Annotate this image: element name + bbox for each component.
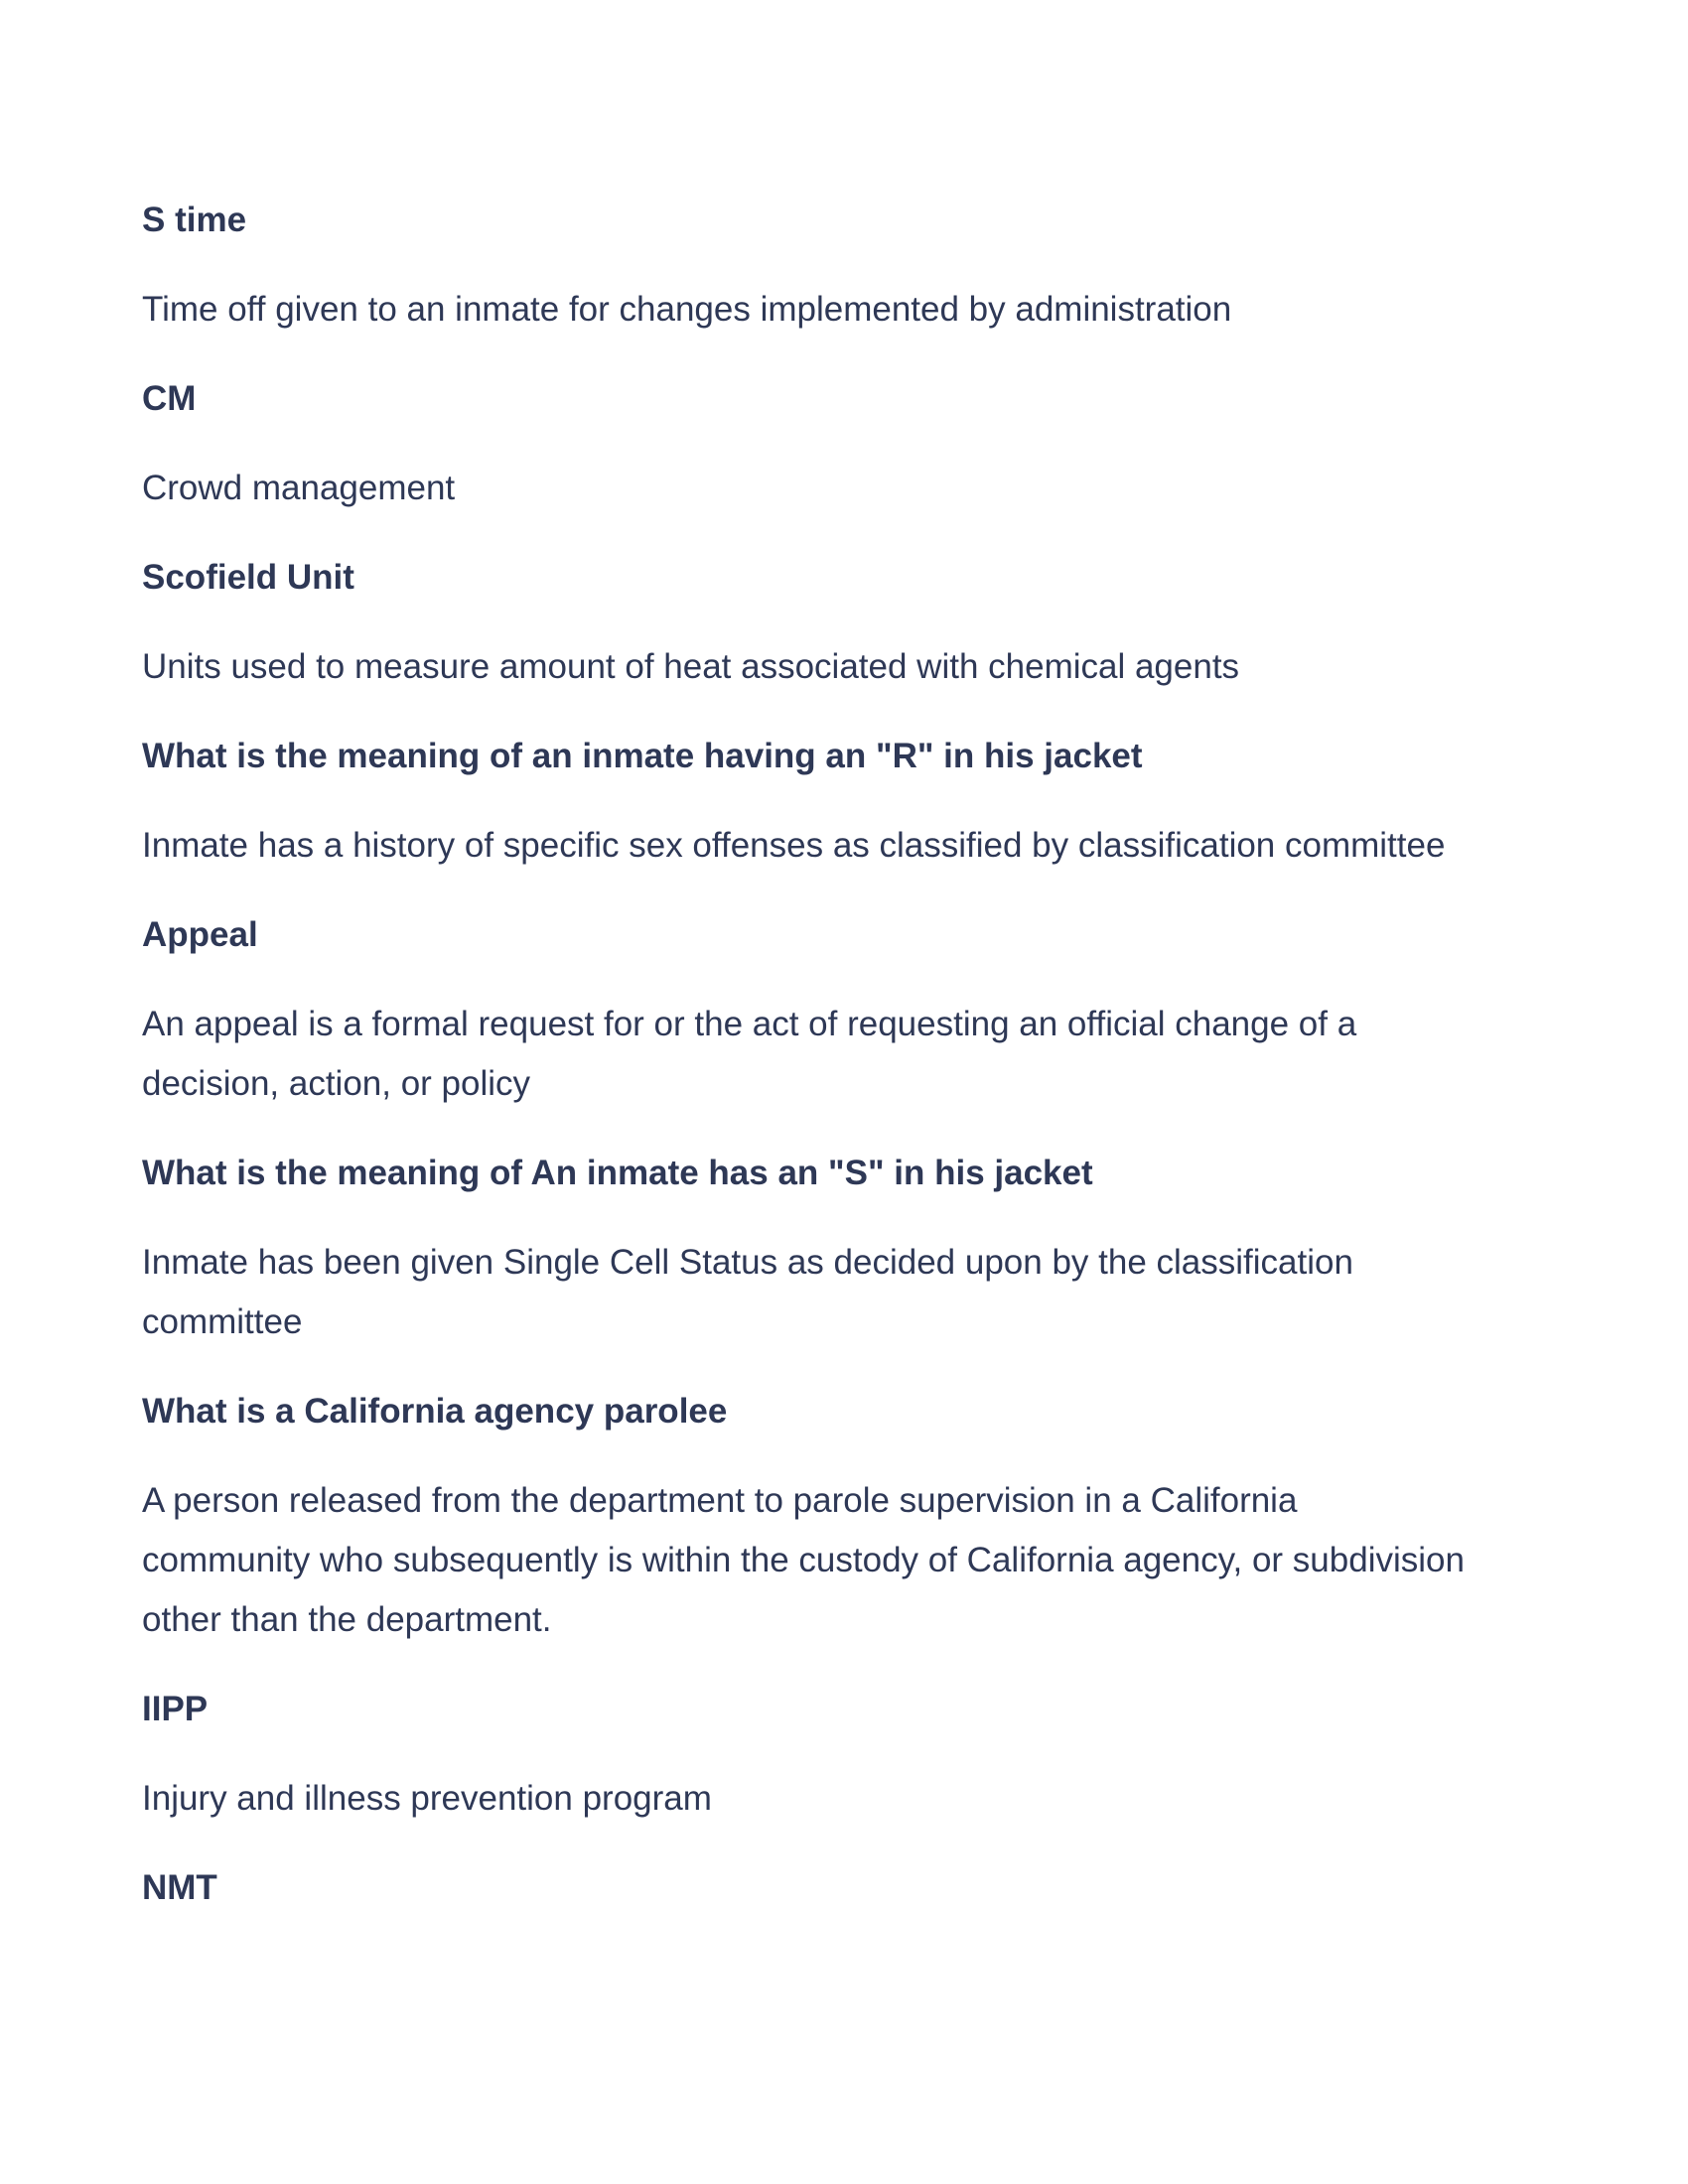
term-definition: Injury and illness prevention program <box>142 1779 712 1818</box>
glossary-list <box>142 191 1475 1918</box>
term-heading: Appeal <box>142 915 258 954</box>
term-heading: CM <box>142 379 197 418</box>
term-heading: IIPP <box>142 1690 209 1728</box>
term-definition: A person released from the department to parole supervision in a California community who subsequently is within the custody of California agency, or subdivision other than the department. <box>142 1481 1465 1639</box>
term-definition: Units used to measure amount of heat associated with chemical agents <box>142 647 1240 686</box>
term-heading: What is the meaning of an inmate having an "R" in his jacket <box>142 737 1143 775</box>
term-definition: Time off given to an inmate for changes implemented by administration <box>142 290 1232 329</box>
term-definition: Inmate has a history of specific sex offenses as classified by classification committee <box>142 826 1446 865</box>
term-definition: Crowd management <box>142 469 456 507</box>
term-heading: S time <box>142 201 247 239</box>
term-heading: What is the meaning of An inmate has an "S" in his jacket <box>142 1154 1093 1192</box>
term-heading: What is a California agency parolee <box>142 1392 728 1431</box>
term-definition: An appeal is a formal request for or the act of requesting an official change of a decision, action, or policy <box>142 1005 1357 1103</box>
term-heading: NMT <box>142 1868 217 1907</box>
term-definition: Inmate has been given Single Cell Status as decided upon by the classification committee <box>142 1243 1353 1341</box>
term-heading: Scofield Unit <box>142 558 354 597</box>
